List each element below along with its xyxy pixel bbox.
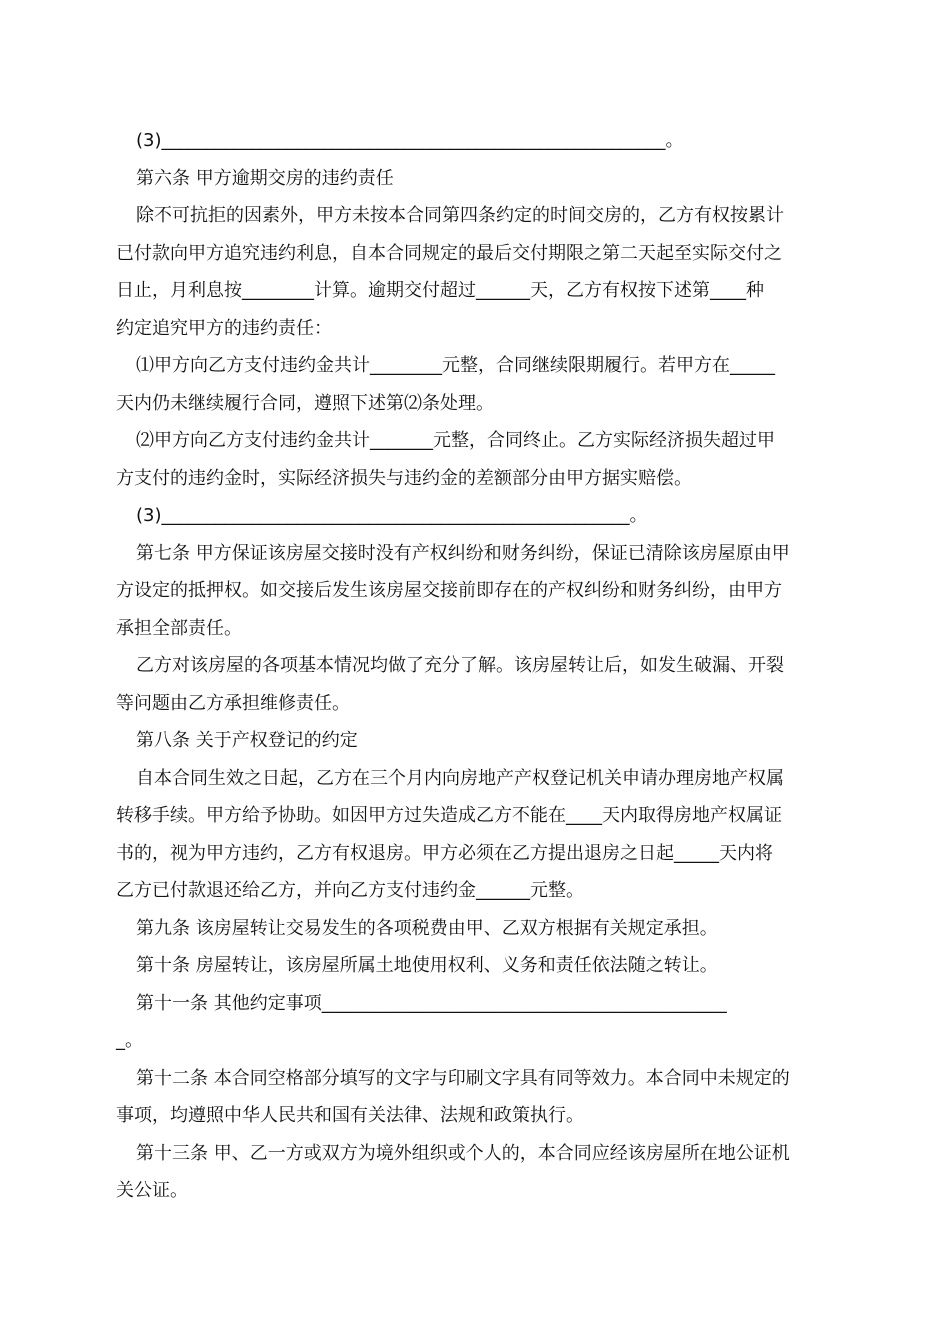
article-6-para-1-line-2: 已付款向甲方追究违约利息，自本合同规定的最后交付期限之第二天起至实际交付之 xyxy=(116,242,782,264)
article-7-para-2-line-1: 乙方对该房屋的各项基本情况均做了充分了解。该房屋转让后，如发生破漏、开裂 xyxy=(136,655,784,676)
article-6-para-1-line-4: 约定追究甲方的违约责任： xyxy=(116,317,332,339)
article-9: 第九条 该房屋转让交易发生的各项税费由甲、乙双方根据有关规定承担。 xyxy=(136,917,718,939)
article-10: 第十条 房屋转让，该房屋所属土地使用权利、义务和责任依法随之转让。 xyxy=(136,955,718,976)
article-6-item-2-line-1: ⑵甲方向乙方支付违约金共计_______元整，合同终止。乙方实际经济损失超过甲 xyxy=(136,430,775,451)
article-12-line-2: 事项，均遵照中华人民共和国有关法律、法规和政策执行。 xyxy=(116,1105,584,1126)
document-page xyxy=(116,122,838,1210)
article-7-line-1: 第七条 甲方保证该房屋交接时没有产权纠纷和财务纠纷，保证已清除该房屋原由甲 xyxy=(136,542,790,564)
article-13-line-2: 关公证。 xyxy=(116,1180,188,1201)
article-8-line-3: 书的，视为甲方违约，乙方有权退房。甲方必须在乙方提出退房之日起_____天内将 xyxy=(116,842,773,864)
clause-5-item-3: (3)________________________________________________________。 xyxy=(136,130,684,151)
article-6-item-1-line-2: 天内仍未继续履行合同，遵照下述第⑵条处理。 xyxy=(116,392,494,414)
article-8-line-1: 自本合同生效之日起，乙方在三个月内向房地产产权登记机关申请办理房地产权属 xyxy=(136,767,784,789)
article-7-line-2: 方设定的抵押权。如交接后发生该房屋交接前即存在的产权纠纷和财务纠纷，由甲方 xyxy=(116,580,782,601)
article-8-line-2: 转移手续。甲方给予协助。如因甲方过失造成乙方不能在____天内取得房地产权属证 xyxy=(116,805,782,826)
article-6-item-2-line-2: 方支付的违约金时，实际经济损失与违约金的差额部分由甲方据实赔偿。 xyxy=(116,467,692,489)
article-11-line-1: 第十一条 其他约定事项_____________________________________________ xyxy=(136,992,727,1014)
article-8-heading: 第八条 关于产权登记的约定 xyxy=(136,730,358,751)
article-6-heading: 第六条 甲方逾期交房的违约责任 xyxy=(136,167,394,189)
article-13-line-1: 第十三条 甲、乙一方或双方为境外组织或个人的，本合同应经该房屋所在地公证机 xyxy=(136,1142,790,1164)
article-12-line-1: 第十二条 本合同空格部分填写的文字与印刷文字具有同等效力。本合同中未规定的 xyxy=(136,1067,790,1089)
article-7-line-3: 承担全部责任。 xyxy=(116,617,242,639)
article-8-line-4: 乙方已付款退还给乙方，并向乙方支付违约金______元整。 xyxy=(116,880,584,901)
article-6-para-1-line-3: 日止，月利息按________计算。逾期交付超过______天，乙方有权按下述第____种 xyxy=(116,280,764,301)
article-7-para-2-line-2: 等问题由乙方承担维修责任。 xyxy=(116,692,350,714)
article-6-para-1-line-1: 除不可抗拒的因素外，甲方未按本合同第四条约定的时间交房的，乙方有权按累计 xyxy=(136,205,784,226)
article-6-item-1-line-1: ⑴甲方向乙方支付违约金共计________元整，合同继续限期履行。若甲方在_____ xyxy=(136,355,775,376)
article-11-line-2: _。 xyxy=(116,1030,143,1051)
article-6-item-3: (3)____________________________________________________。 xyxy=(136,505,648,526)
